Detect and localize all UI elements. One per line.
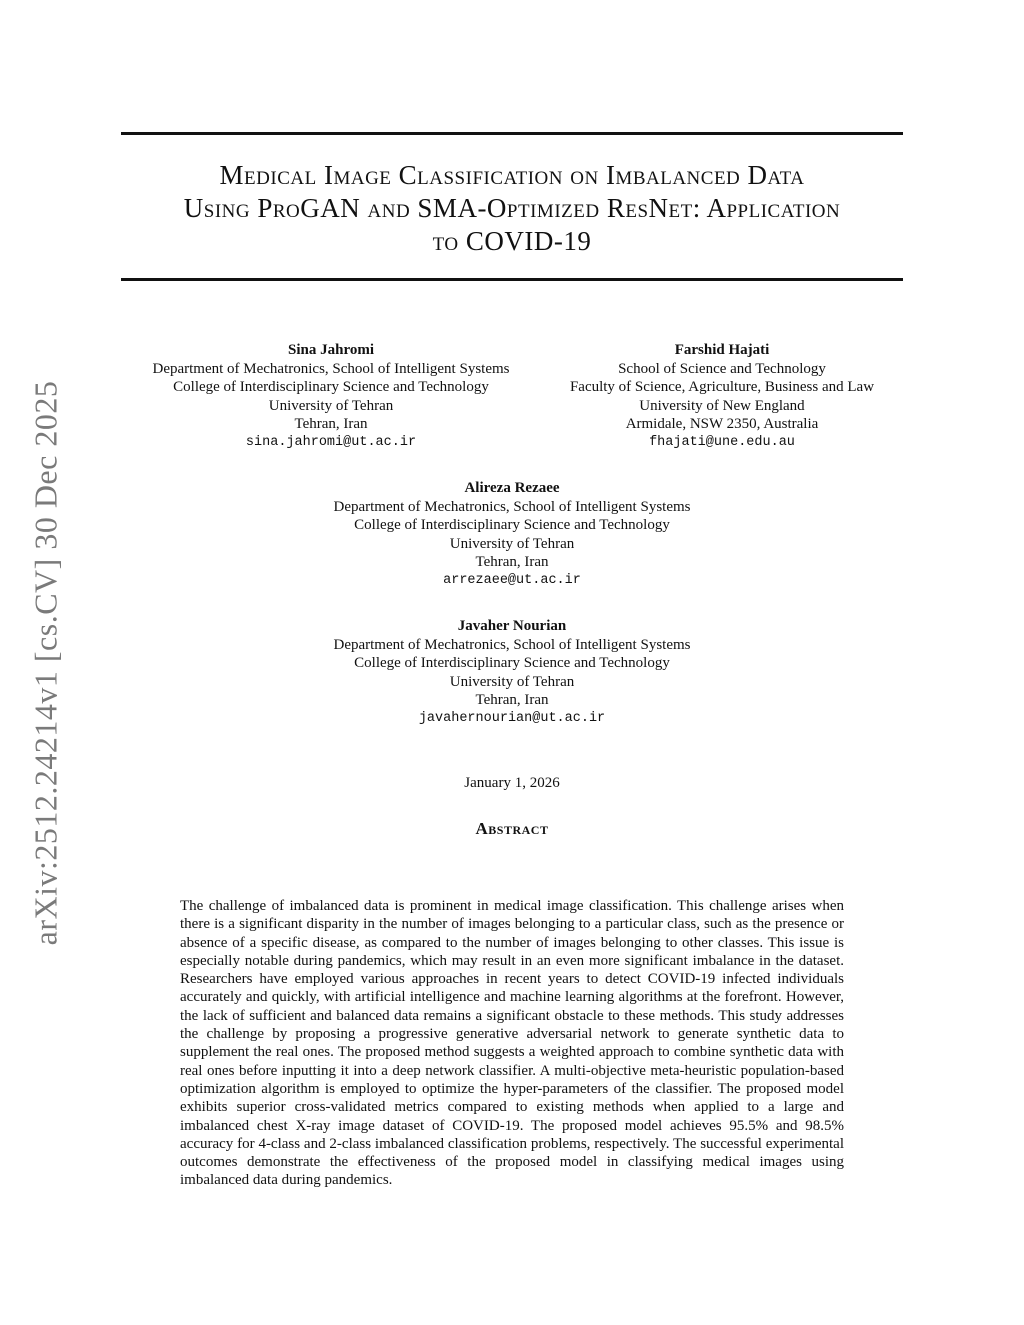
author-affiliation-line: Tehran, Iran [475, 692, 549, 708]
title-rule-top [121, 132, 903, 135]
author-block-javaher-nourian [262, 617, 762, 728]
author-block-farshid-hajati [540, 341, 904, 452]
author-email: javahernourian@ut.ac.ir [418, 710, 606, 726]
author-affiliation-line: Department of Mechatronics, School of Intelligent Systems [333, 498, 691, 515]
author-affiliation-line: Department of Mechatronics, School of Intelligent Systems [152, 360, 510, 377]
arxiv-identifier-stamp: arXiv:2512.24214v1 [cs.CV] 30 Dec 2025 [27, 380, 64, 946]
author-affiliation-line: University of Tehran [449, 673, 575, 690]
abstract-text: The challenge of imbalanced data is prominent in medical image classification. This challenge arises when there is a significant disparity in the number of images belonging to a particular class, such as the presence or absence of a specific disease, as compared to the number of images belonging to other classes. This issue is especially notable during pandemics, which may result in an even more significant imbalance in the dataset. Researchers have employed various approaches in recent years to detect COVID-19 infected individuals accurately and quickly, with artificial intelligence and machine learning algorithms at the forefront. However, the lack of sufficient and balanced data remains a significant obstacle to these methods. This study addresses the challenge by proposing a progressive generative adversarial network to generate synthetic data to supplement the real ones. The proposed method suggests a weighted approach to combine synthetic data with real ones before inputting it into a deep network classifier. A multi-objective meta-heuristic population-based optimization algorithm is employed to optimize the hyper-parameters of the classifier. The proposed model exhibits superior cross-validated metrics compared to existing methods when applied to a large and imbalanced chest X-ray image dataset of COVID-19. The proposed model achieves 95.5% and 98.5% accuracy for 4-class and 2-class imbalanced classification problems, respectively. The successful experimental outcomes demonstrate the effectiveness of the proposed model in classifying medical images using imbalanced data during pandemics. [180, 898, 844, 1189]
author-block-sina-jahromi [120, 341, 542, 452]
author-name: Sina Jahromi [288, 342, 374, 358]
author-affiliation-line: College of Interdisciplinary Science and Technology [173, 379, 489, 395]
author-email: arrezaee@ut.ac.ir [443, 572, 581, 588]
author-affiliation-line: College of Interdisciplinary Science and Technology [354, 517, 670, 533]
abstract-heading: Abstract [475, 819, 549, 838]
author-affiliation-line: College of Interdisciplinary Science and Technology [354, 655, 670, 671]
author-affiliation-line: Faculty of Science, Agriculture, Business and Law [569, 379, 875, 395]
author-affiliation-line: Armidale, NSW 2350, Australia [625, 416, 819, 432]
author-affiliation-line: Tehran, Iran [294, 416, 368, 432]
author-affiliation-line: Tehran, Iran [475, 554, 549, 570]
author-block-alireza-rezaee [262, 479, 762, 590]
author-affiliation-line: School of Science and Technology [618, 360, 826, 377]
author-name: Alireza Rezaee [464, 480, 560, 496]
title-line-2: Using ProGAN and SMA-Optimized ResNet: Application [183, 193, 841, 223]
author-email: fhajati@une.edu.au [649, 434, 795, 450]
author-affiliation-line: Department of Mechatronics, School of Intelligent Systems [333, 636, 691, 653]
author-affiliation-line: University of New England [639, 397, 805, 414]
title-line-1: Medical Image Classification on Imbalanced Data [219, 160, 805, 190]
author-email: sina.jahromi@ut.ac.ir [245, 434, 417, 450]
author-name: Farshid Hajati [674, 342, 770, 358]
title-line-3: to COVID-19 [432, 226, 592, 256]
publication-date: January 1, 2026 [464, 775, 560, 791]
author-name: Javaher Nourian [457, 618, 567, 634]
author-affiliation-line: University of Tehran [449, 535, 575, 552]
paper-title [100, 159, 924, 258]
title-rule-bottom [121, 278, 903, 281]
author-affiliation-line: University of Tehran [268, 397, 394, 414]
